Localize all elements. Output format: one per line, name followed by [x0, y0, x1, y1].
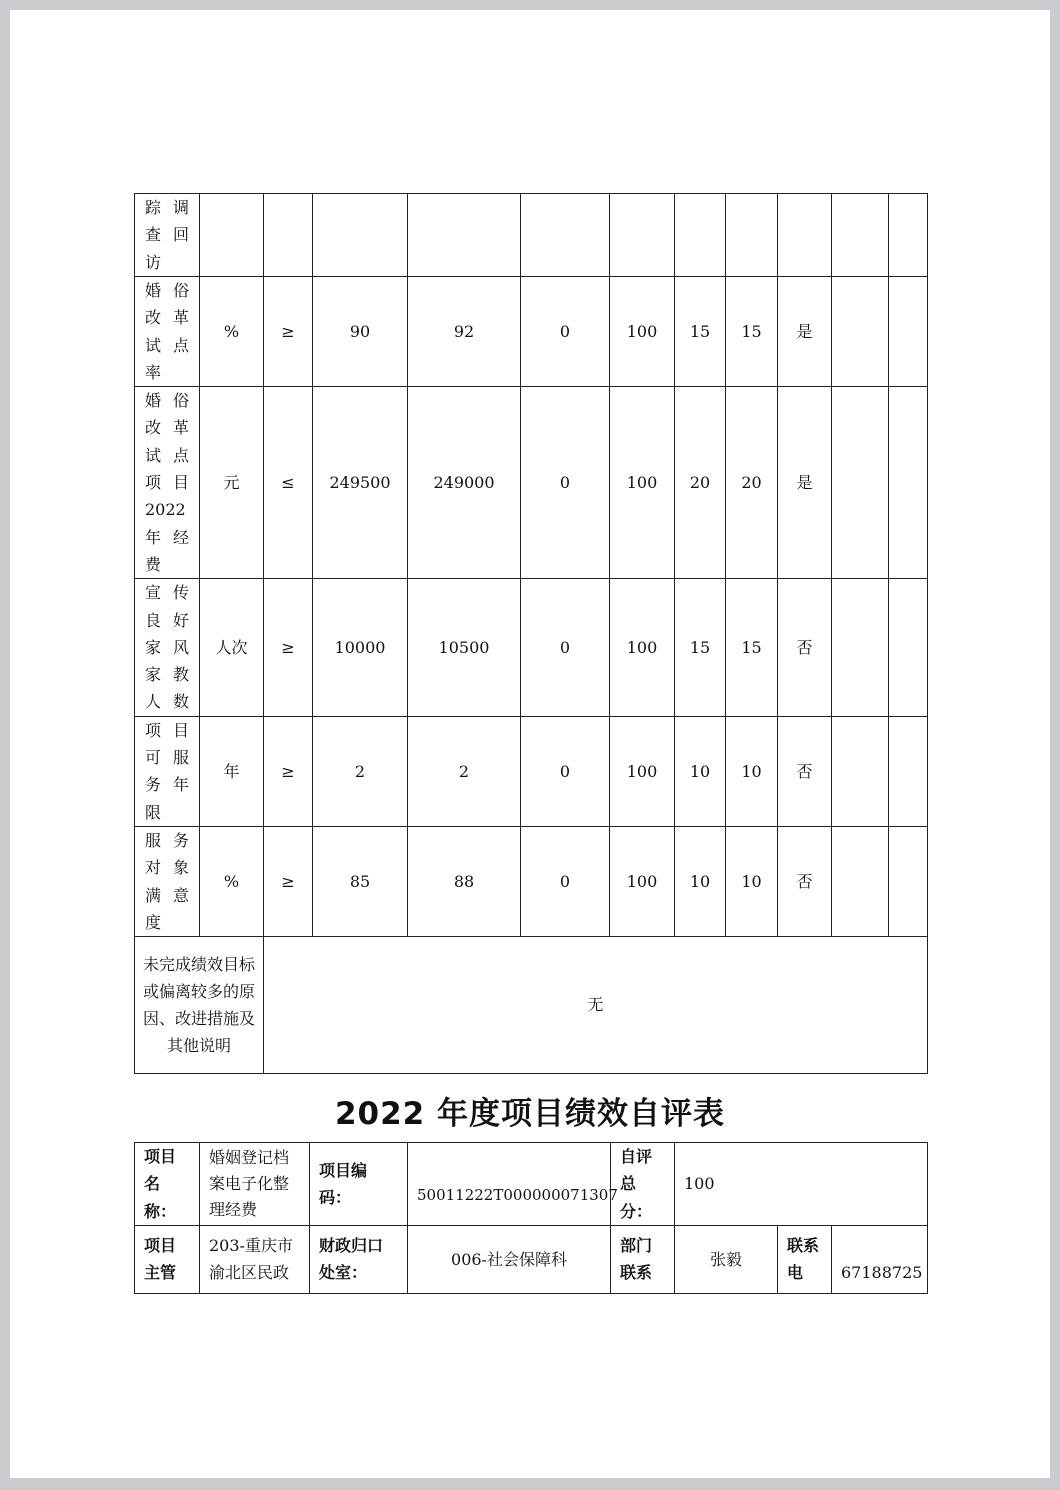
indicator-op: ≥	[264, 716, 313, 826]
notes-label: 未完成绩效目标或偏离较多的原因、改进措施及其他说明	[135, 937, 264, 1074]
finance-label: 财政归口处室：	[310, 1225, 408, 1293]
indicator-op: ≤	[264, 387, 313, 579]
indicator-name: 婚俗改革试点项目2022年经费	[135, 387, 200, 579]
indicator-weight	[675, 194, 726, 277]
indicator-row	[135, 579, 928, 716]
indicator-full: 100	[610, 277, 675, 387]
indicator-target: 249500	[313, 387, 408, 579]
indicator-core: 是	[778, 387, 832, 579]
phone-value: 67188725	[832, 1225, 928, 1293]
indicator-weight: 10	[675, 826, 726, 936]
dept-label: 项目主管	[135, 1225, 200, 1293]
indicator-unit: 人次	[200, 579, 264, 716]
indicator-actual: 2	[408, 716, 521, 826]
indicator-op	[264, 194, 313, 277]
indicator-name: 婚俗改革试点率	[135, 277, 200, 387]
indicator-actual	[408, 194, 521, 277]
indicator-weight: 15	[675, 277, 726, 387]
indicator-op: ≥	[264, 277, 313, 387]
indicator-unit: 元	[200, 387, 264, 579]
indicator-name: 服务对象满意度	[135, 826, 200, 936]
indicator-deviation: 0	[521, 716, 610, 826]
indicator-empty-cell	[832, 277, 889, 387]
indicator-score	[726, 194, 778, 277]
notes-value: 无	[264, 937, 928, 1074]
indicator-full	[610, 194, 675, 277]
indicator-target: 10000	[313, 579, 408, 716]
indicator-actual: 88	[408, 826, 521, 936]
indicator-op: ≥	[264, 826, 313, 936]
indicator-core: 否	[778, 826, 832, 936]
dept-value: 203-重庆市渝北区民政	[200, 1225, 310, 1293]
indicator-deviation: 0	[521, 826, 610, 936]
indicator-empty-cell	[889, 387, 928, 579]
indicator-unit: %	[200, 826, 264, 936]
indicator-op: ≥	[264, 579, 313, 716]
indicator-score: 15	[726, 277, 778, 387]
indicator-empty-cell	[832, 579, 889, 716]
indicator-name: 踪调查回访	[135, 194, 200, 277]
indicator-target	[313, 194, 408, 277]
indicator-full: 100	[610, 387, 675, 579]
indicator-row	[135, 387, 928, 579]
indicator-actual: 249000	[408, 387, 521, 579]
notes-row	[135, 937, 928, 1074]
indicator-unit	[200, 194, 264, 277]
indicator-full: 100	[610, 579, 675, 716]
indicator-core: 否	[778, 579, 832, 716]
indicator-name: 宣传良好家风家教人数	[135, 579, 200, 716]
document-page	[10, 10, 1050, 1478]
self-score-value: 100	[675, 1143, 928, 1226]
indicator-full: 100	[610, 826, 675, 936]
indicator-empty-cell	[832, 716, 889, 826]
indicator-score: 10	[726, 826, 778, 936]
phone-label: 联系电	[778, 1225, 832, 1293]
contact-value: 张毅	[675, 1225, 778, 1293]
project-name-label: 项目名称：	[135, 1143, 200, 1226]
indicator-target: 85	[313, 826, 408, 936]
indicator-empty-cell	[832, 826, 889, 936]
indicator-weight: 20	[675, 387, 726, 579]
indicator-unit: %	[200, 277, 264, 387]
project-info-table	[134, 1142, 928, 1294]
project-name-value: 婚姻登记档案电子化整理经费	[200, 1143, 310, 1226]
indicator-actual: 10500	[408, 579, 521, 716]
indicator-score: 15	[726, 579, 778, 716]
indicator-empty-cell	[889, 716, 928, 826]
indicator-weight: 10	[675, 716, 726, 826]
indicator-deviation: 0	[521, 387, 610, 579]
indicator-score: 10	[726, 716, 778, 826]
contact-label: 部门联系	[611, 1225, 675, 1293]
indicator-empty-cell	[832, 387, 889, 579]
indicator-empty-cell	[889, 579, 928, 716]
indicator-core: 是	[778, 277, 832, 387]
indicator-row	[135, 716, 928, 826]
indicator-name: 项目可服务年限	[135, 716, 200, 826]
finance-value: 006-社会保障科	[408, 1225, 611, 1293]
indicator-score: 20	[726, 387, 778, 579]
performance-indicator-table	[134, 193, 928, 1074]
indicator-row	[135, 826, 928, 936]
indicator-row	[135, 277, 928, 387]
project-code-value: 50011222T000000071307	[408, 1143, 611, 1226]
indicator-core	[778, 194, 832, 277]
indicator-empty-cell	[889, 194, 928, 277]
indicator-deviation: 0	[521, 579, 610, 716]
indicator-empty-cell	[832, 194, 889, 277]
project-code-label: 项目编码：	[310, 1143, 408, 1226]
indicator-target: 2	[313, 716, 408, 826]
indicator-deviation: 0	[521, 277, 610, 387]
indicator-empty-cell	[889, 277, 928, 387]
indicator-empty-cell	[889, 826, 928, 936]
indicator-full: 100	[610, 716, 675, 826]
indicator-core: 否	[778, 716, 832, 826]
indicator-row	[135, 194, 928, 277]
form-title: 2022 年度项目绩效自评表	[334, 1096, 726, 1132]
indicator-target: 90	[313, 277, 408, 387]
indicator-deviation	[521, 194, 610, 277]
indicator-weight: 15	[675, 579, 726, 716]
indicator-actual: 92	[408, 277, 521, 387]
indicator-unit: 年	[200, 716, 264, 826]
self-score-label: 自评总分：	[611, 1143, 675, 1226]
